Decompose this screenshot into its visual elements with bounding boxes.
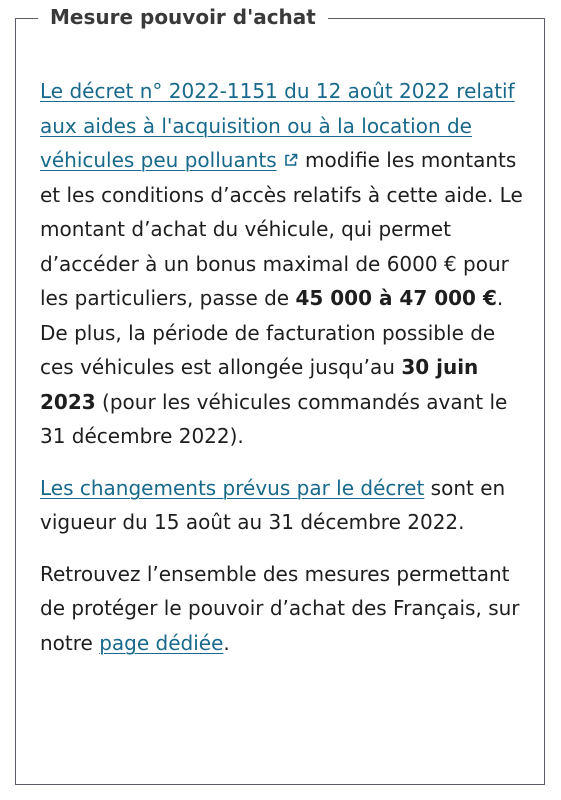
box-legend: Mesure pouvoir d'achat xyxy=(38,4,328,30)
paragraph-decree xyxy=(40,74,530,454)
date-bold: 30 juin 2023 xyxy=(40,355,479,414)
paragraph-measures xyxy=(40,557,530,661)
external-link-icon xyxy=(283,152,299,168)
decree-text-b: . De plus, la période de facturation possible de ces véhicules est allongée jusqu’au xyxy=(40,286,504,379)
decree-text-a: modifie les montants et les conditions d’accès relatifs à cette aide. Le montant d’achat du véhicule, qui permet d’accéder à un bonus maximal de 6000 € pour les particuliers, passe de xyxy=(40,148,523,310)
decree-text-c: (pour les véhicules commandés avant le 31 décembre 2022). xyxy=(40,389,508,448)
paragraph-changes xyxy=(40,471,530,540)
changes-text: sont en vigueur du 15 août au 31 décembre 2022. xyxy=(40,475,506,534)
measure-content xyxy=(40,74,530,677)
changes-link[interactable]: Les changements prévus par le décret xyxy=(40,475,425,500)
decree-link-text: Le décret n° 2022-1151 du 12 août 2022 relatif aux aides à l'acquisition ou à la location de véhicules peu polluants xyxy=(40,79,515,172)
measures-end: . xyxy=(223,630,230,655)
amount-bold: 45 000 à 47 000 € xyxy=(295,286,497,310)
dedicated-page-link[interactable]: page dédiée xyxy=(99,630,224,655)
measures-text: Retrouvez l’ensemble des mesures permettant de protéger le pouvoir d’achat des Français, sur notre xyxy=(40,561,520,655)
